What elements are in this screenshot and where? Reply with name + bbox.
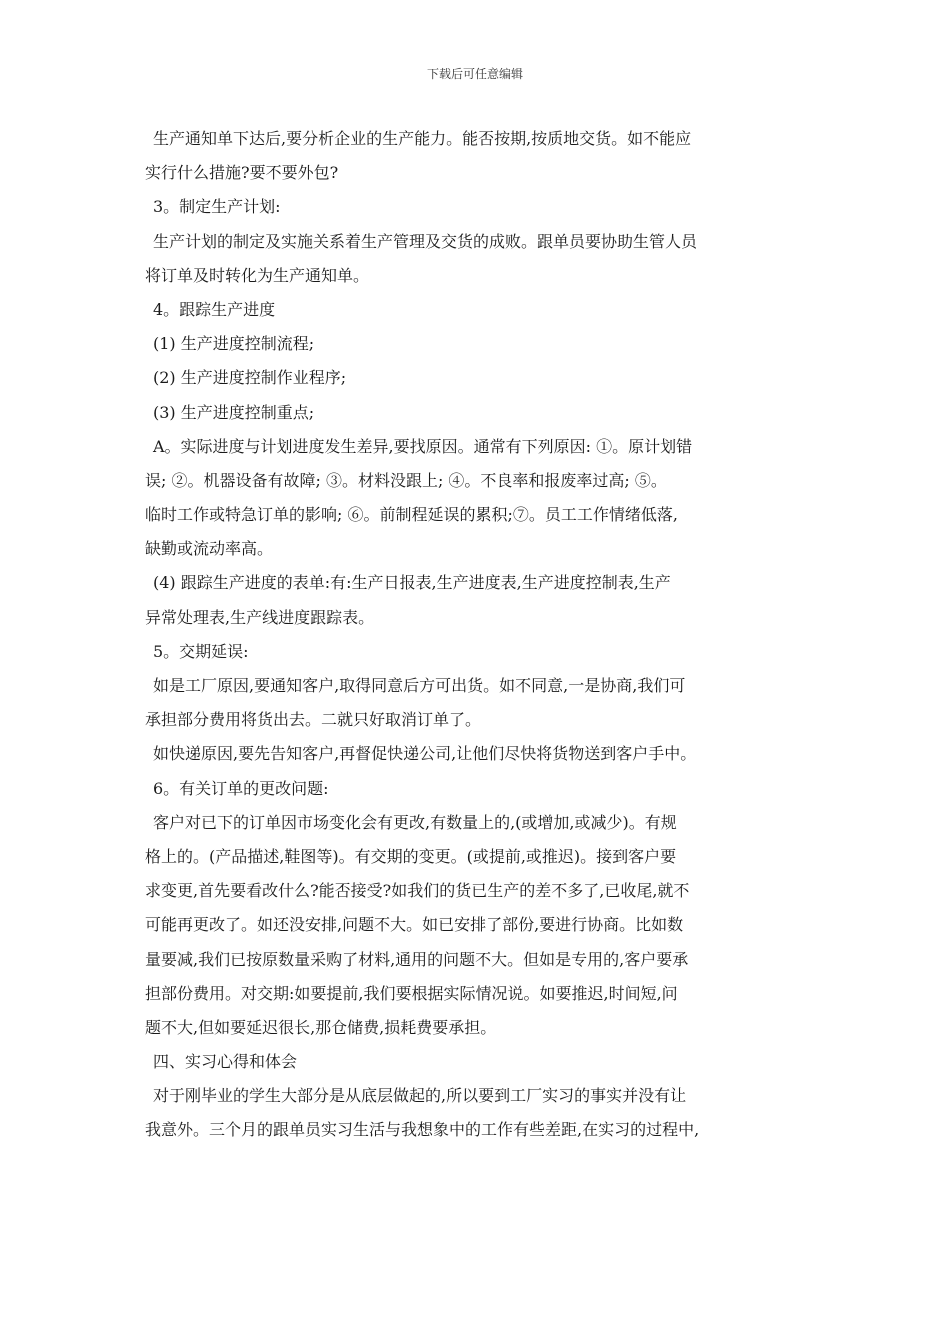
text-line: 将订单及时转化为生产通知单。 (145, 265, 370, 285)
text-line: 承担部分费用将货出去。二就只好取消订单了。 (145, 710, 482, 730)
paragraph (145, 225, 810, 293)
section-heading (145, 1045, 810, 1079)
text-line: (2) 生产进度控制作业程序; (153, 368, 347, 388)
text-line: 4。跟踪生产进度 (153, 299, 276, 319)
list-item (145, 361, 810, 395)
section-heading (145, 293, 810, 327)
list-item (145, 396, 810, 430)
page-header: 下载后可任意编辑 (426, 67, 523, 81)
text-line: 实行什么措施?要不要外包? (145, 163, 339, 183)
text-line: 生产通知单下达后,要分析企业的生产能力。能否按期,按质地交货。如不能应 (153, 129, 692, 148)
paragraph (145, 430, 810, 567)
paragraph (145, 737, 810, 771)
text-line: 生产计划的制定及实施关系着生产管理及交货的成败。跟单员要协助生管人员 (153, 231, 698, 251)
text-line: 客户对已下的订单因市场变化会有更改,有数量上的,(或增加,或减少)。有规 (153, 812, 677, 832)
text-line: 题不大,但如要延迟很长,那仓储费,损耗费要承担。 (145, 1017, 497, 1037)
text-line: 误; ②。机器设备有故障; ③。材料没跟上; ④。不良率和报废率过高; ⑤。 (145, 470, 667, 490)
paragraph (145, 122, 810, 190)
section-heading (145, 190, 810, 224)
text-line: (1) 生产进度控制流程; (153, 334, 315, 354)
text-line: 对于刚毕业的学生大部分是从底层做起的,所以要到工厂实习的事实并没有让 (153, 1086, 687, 1106)
text-line: 6。有关订单的更改问题: (153, 778, 329, 798)
list-item (145, 566, 810, 634)
text-line: 5。交期延误: (153, 641, 249, 661)
paragraph (145, 1079, 810, 1147)
text-line: A。实际进度与计划进度发生差异,要找原因。通常有下列原因: ①。原计划错 (153, 436, 693, 456)
text-line: 格上的。(产品描述,鞋图等)。有交期的变更。(或提前,或推迟)。接到客户要 (145, 846, 677, 866)
text-line: 可能再更改了。如还没安排,问题不大。如已安排了部份,要进行协商。比如数 (145, 915, 684, 935)
text-line: 如快递原因,要先告知客户,再督促快递公司,让他们尽快将货物送到客户手中。 (153, 744, 697, 764)
text-line: 异常处理表,生产线进度跟踪表。 (145, 607, 375, 627)
section-heading (145, 772, 810, 806)
text-line: 如是工厂原因,要通知客户,取得同意后方可出货。如不同意,一是协商,我们可 (153, 676, 686, 695)
text-line: 量要减,我们已按原数量采购了材料,通用的问题不大。但如是专用的,客户要承 (145, 949, 689, 969)
text-line: (4) 跟踪生产进度的表单:有:生产日报表,生产进度表,生产进度控制表,生产 (153, 573, 671, 593)
paragraph (145, 806, 810, 1045)
text-line: 担部份费用。对交期:如要提前,我们要根据实际情况说。如要推迟,时间短,问 (145, 983, 678, 1003)
paragraph (145, 669, 810, 737)
text-line: (3) 生产进度控制重点; (153, 402, 315, 422)
list-item (145, 327, 810, 361)
text-line: 四、实习心得和体会 (153, 1052, 298, 1072)
text-line: 临时工作或特急订单的影响; ⑥。前制程延误的累积;⑦。员工工作情绪低落, (145, 505, 678, 525)
text-line: 求变更,首先要看改什么?能否接受?如我们的货已生产的差不多了,已收尾,就不 (145, 881, 690, 901)
document-body (145, 122, 810, 1148)
section-heading (145, 635, 810, 669)
text-line: 我意外。三个月的跟单员实习生活与我想象中的工作有些差距,在实习的过程中, (145, 1120, 700, 1140)
text-line: 缺勤或流动率高。 (145, 539, 274, 559)
text-line: 3。制定生产计划: (153, 197, 281, 217)
